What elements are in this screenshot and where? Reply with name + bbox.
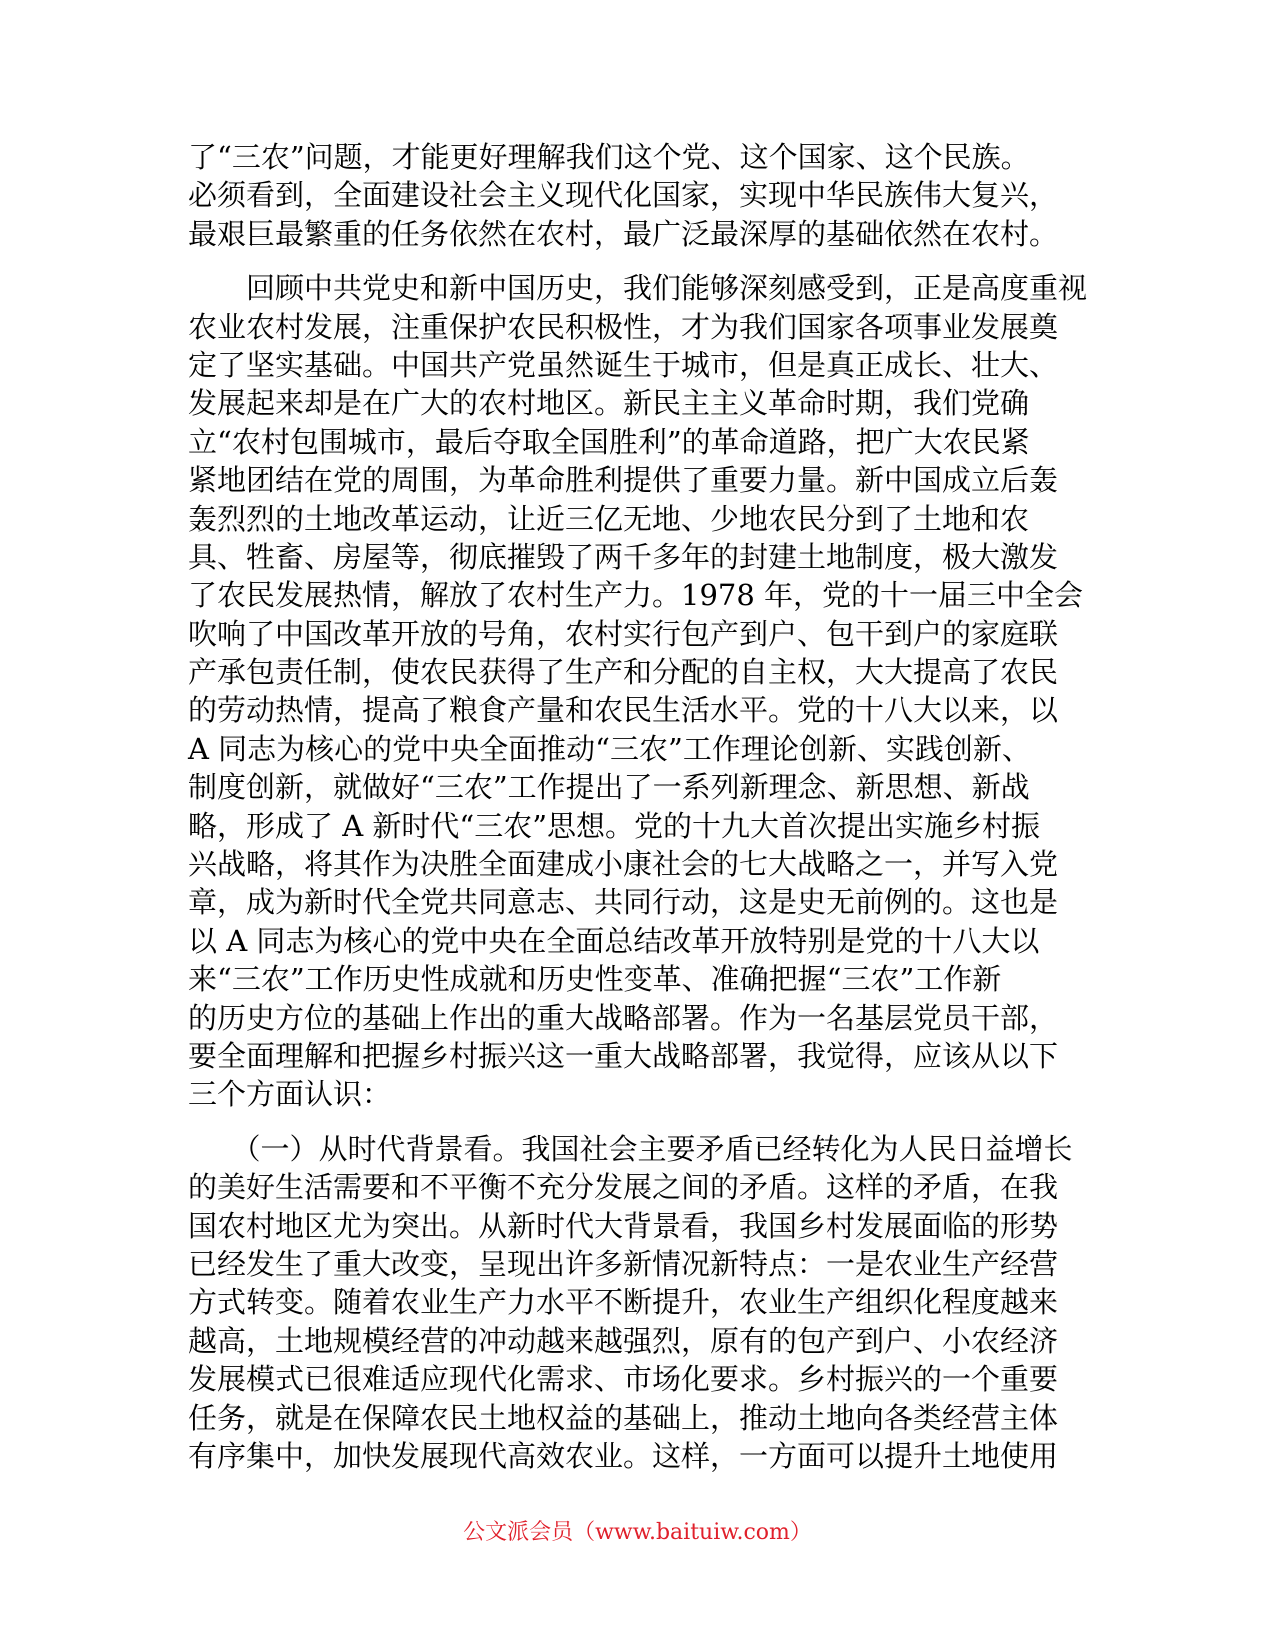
document-body: [188, 138, 1088, 1475]
paragraph-gap: [188, 1114, 1088, 1130]
text-line: 回顾中共党史和新中国历史，我们能够深刻感受到，正是高度重视: [188, 271, 1088, 306]
text-line: 农业农村发展，注重保护农民积极性，才为我们国家各项事业发展奠: [188, 309, 1059, 344]
footer-watermark-link[interactable]: 公文派会员（www.baituiw.com）: [463, 1520, 812, 1545]
text-line: 最艰巨最繁重的任务依然在农村，最广泛最深厚的基础依然在农村。: [188, 216, 1059, 251]
text-line: 发展模式已很难适应现代化需求、市场化要求。乡村振兴的一个重要: [188, 1362, 1059, 1397]
text-line: 要全面理解和把握乡村振兴这一重大战略部署，我觉得，应该从以下: [188, 1038, 1059, 1073]
text-line: 轰烈烈的土地改革运动，让近三亿无地、少地农民分到了土地和农: [188, 501, 1030, 536]
text-line: 发展起来却是在广大的农村地区。新民主主义革命时期，我们党确: [188, 386, 1030, 421]
text-line: 必须看到，全面建设社会主义现代化国家，实现中华民族伟大复兴，: [188, 178, 1059, 213]
text-line: 紧地团结在党的周围，为革命胜利提供了重要力量。新中国成立后轰: [188, 463, 1059, 498]
text-line: 有序集中，加快发展现代高效农业。这样，一方面可以提升土地使用: [188, 1438, 1059, 1473]
text-line: 已经发生了重大改变，呈现出许多新情况新特点：一是农业生产经营: [188, 1246, 1059, 1281]
text-line: 越高，土地规模经营的冲动越来越强烈，原有的包产到户、小农经济: [188, 1323, 1059, 1358]
paragraph-2: [188, 269, 1088, 1114]
text-line: 方式转变。随着农业生产力水平不断提升，农业生产组织化程度越来: [188, 1285, 1059, 1320]
text-line: 产承包责任制，使农民获得了生产和分配的自主权，大大提高了农民: [188, 655, 1059, 690]
text-line: 任务，就是在保障农民土地权益的基础上，推动土地向各类经营主体: [188, 1400, 1059, 1435]
text-line: 三个方面认识：: [188, 1077, 392, 1112]
text-line: 略，形成了 A 新时代“三农”思想。党的十九大首次提出实施乡村振: [188, 808, 1041, 843]
paragraph-1: [188, 138, 1088, 253]
text-line: 的美好生活需要和不平衡不充分发展之间的矛盾。这样的矛盾，在我: [188, 1170, 1059, 1205]
text-line: 国农村地区尤为突出。从新时代大背景看，我国乡村发展面临的形势: [188, 1208, 1059, 1243]
text-line: 来“三农”工作历史性成就和历史性变革、准确把握“三农”工作新: [188, 962, 1002, 997]
paragraph-3: [188, 1130, 1088, 1476]
text-line: 以 A 同志为核心的党中央在全面总结改革开放特别是党的十八大以: [188, 923, 1040, 958]
text-line: 定了坚实基础。中国共产党虽然诞生于城市，但是真正成长、壮大、: [188, 347, 1059, 382]
text-line: 的历史方位的基础上作出的重大战略部署。作为一名基层党员干部，: [188, 1000, 1059, 1035]
text-line: 具、牲畜、房屋等，彻底摧毁了两千多年的封建土地制度，极大激发: [188, 539, 1059, 574]
text-line: 吹响了中国改革开放的号角，农村实行包产到户、包干到户的家庭联: [188, 616, 1059, 651]
text-line: 制度创新，就做好“三农”工作提出了一系列新理念、新思想、新战: [188, 770, 1030, 805]
paragraph-gap: [188, 253, 1088, 269]
text-line: （一）从时代背景看。我国社会主要矛盾已经转化为人民日益增长: [188, 1131, 1073, 1166]
text-line: 兴战略，将其作为决胜全面建成小康社会的七大战略之一，并写入党: [188, 847, 1059, 882]
text-line: 的劳动热情，提高了粮食产量和农民生活水平。党的十八大以来，以: [188, 693, 1059, 728]
text-line: 章，成为新时代全党共同意志、共同行动，这是史无前例的。这也是: [188, 885, 1059, 920]
text-line: 立“农村包围城市，最后夺取全国胜利”的革命道路，把广大农民紧: [188, 424, 1030, 459]
text-line: 了农民发展热情，解放了农村生产力。1978 年，党的十一届三中全会: [188, 578, 1084, 613]
text-line: 了“三农”问题，才能更好理解我们这个党、这个国家、这个民族。: [188, 140, 1030, 174]
text-line: A 同志为核心的党中央全面推动“三农”工作理论创新、实践创新、: [188, 731, 1031, 766]
